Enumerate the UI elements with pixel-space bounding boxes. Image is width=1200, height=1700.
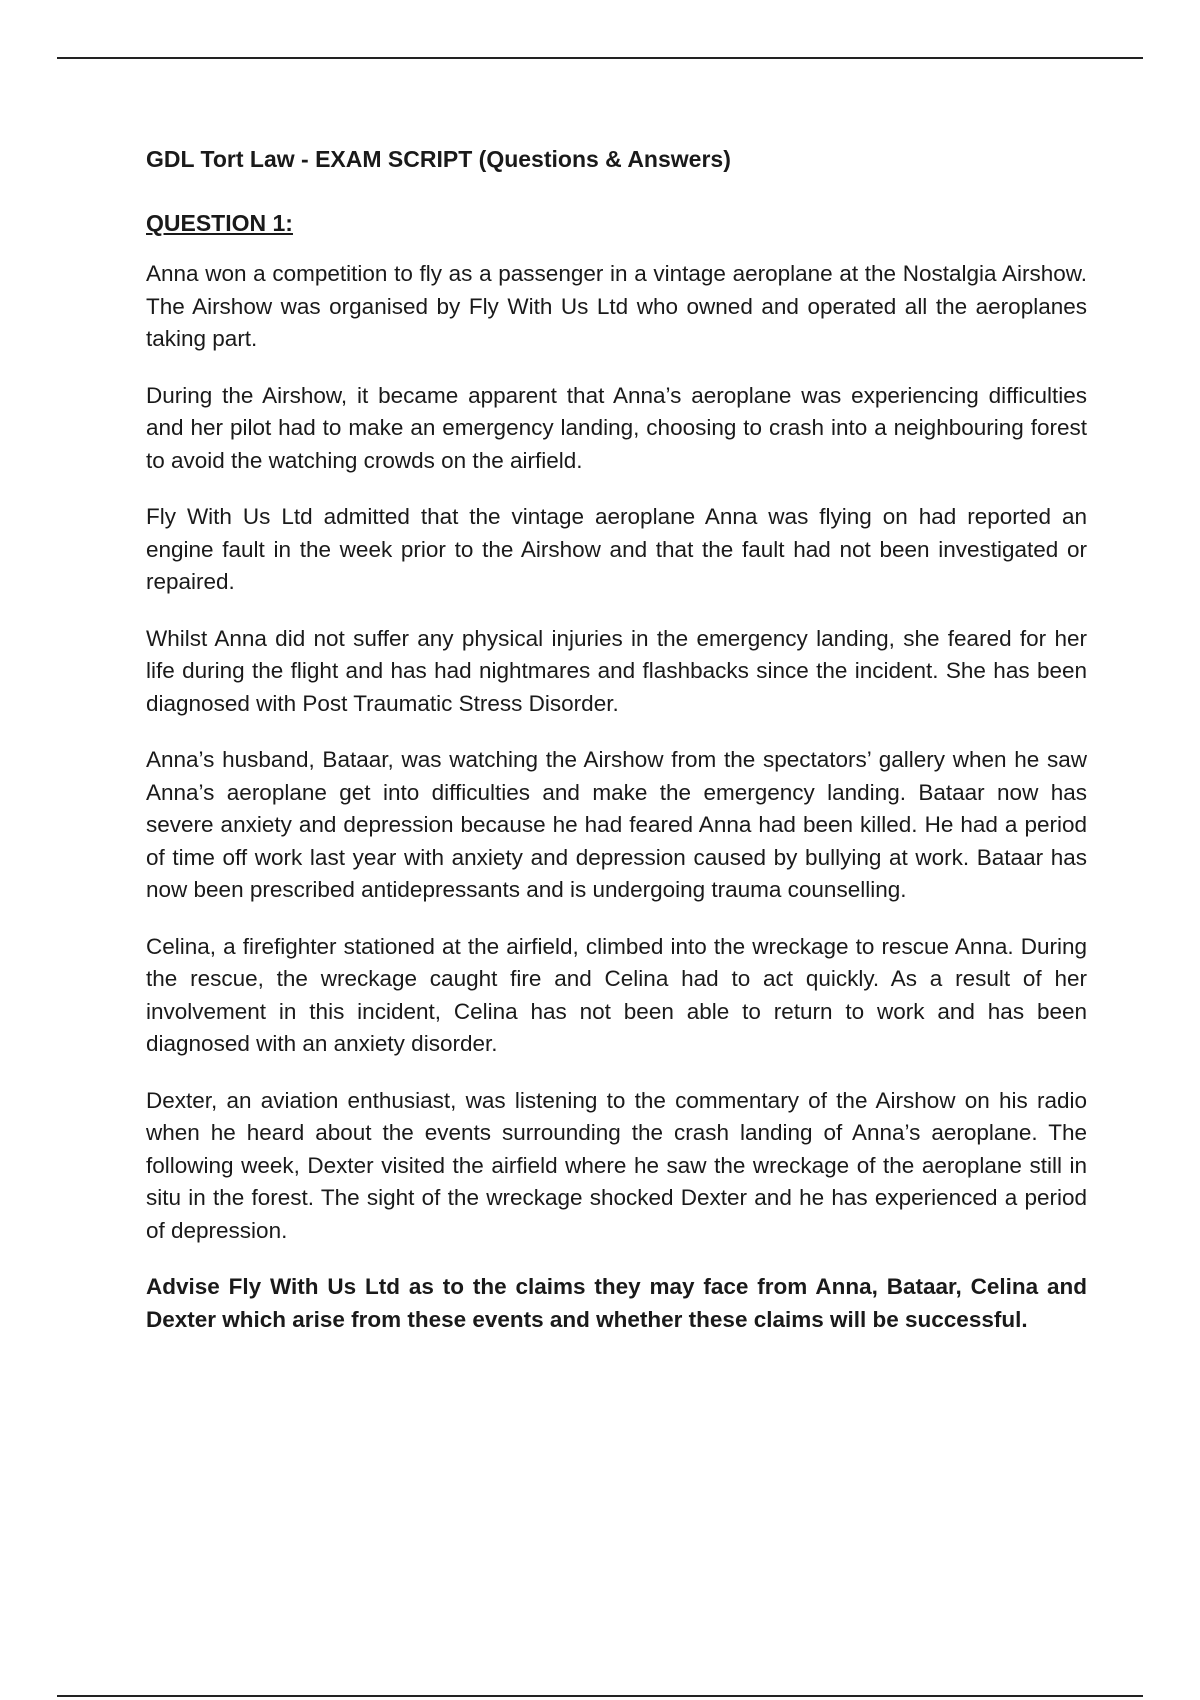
paragraph-5: Anna’s husband, Bataar, was watching the Airshow from the spectators’ gallery when he saw Anna’s aeroplane get into difficulties and make the emergency landing. Bataar now has severe anxiety and depression because he had feared Anna had been killed. He had a period of time off work last year with anxiety and depression caused by bullying at work. Bataar has now been prescribed antidepressants and is undergoing trauma counselling. [146, 747, 1087, 902]
paragraph-1: Anna won a competition to fly as a passenger in a vintage aeroplane at the Nostalgia Airshow. The Airshow was organised by Fly With Us Ltd who owned and operated all the aeroplanes taking part. [146, 261, 1087, 351]
paragraph-4: Whilst Anna did not suffer any physical injuries in the emergency landing, she feared for her life during the flight and has had nightmares and flashbacks since the incident. She has been diagnosed with Post Traumatic Stress Disorder. [146, 625, 1087, 716]
question-heading: QUESTION 1: [146, 210, 293, 236]
document-title: GDL Tort Law - EXAM SCRIPT (Questions & Answers) [146, 146, 731, 172]
bottom-divider [57, 1695, 1143, 1697]
document-body [146, 142, 1087, 1336]
paragraph-3: Fly With Us Ltd admitted that the vintage aeroplane Anna was flying on had reported an engine fault in the week prior to the Airshow and that the fault had not been investigated or repaired. [146, 504, 1087, 594]
question-instruction: Advise Fly With Us Ltd as to the claims they may face from Anna, Bataar, Celina and Dexter which arise from these events and whether these claims will be successful. [146, 1274, 1087, 1332]
paragraph-6: Celina, a firefighter stationed at the airfield, climbed into the wreckage to rescue Anna. During the rescue, the wreckage caught fire and Celina had to act quickly. As a result of her involvement in this incident, Celina has not been able to return to work and has been diagnosed with an anxiety disorder. [146, 933, 1087, 1056]
paragraph-2: During the Airshow, it became apparent that Anna’s aeroplane was experiencing difficulties and her pilot had to make an emergency landing, choosing to crash into a neighbouring forest to avoid the watching crowds on the airfield. [146, 382, 1087, 473]
paragraph-7: Dexter, an aviation enthusiast, was listening to the commentary of the Airshow on his radio when he heard about the events surrounding the crash landing of Anna’s aeroplane. The following week, Dexter visited the airfield where he saw the wreckage of the aeroplane still in situ in the forest. The sight of the wreckage shocked Dexter and he has experienced a period of depression. [146, 1087, 1087, 1243]
top-divider [57, 57, 1143, 59]
